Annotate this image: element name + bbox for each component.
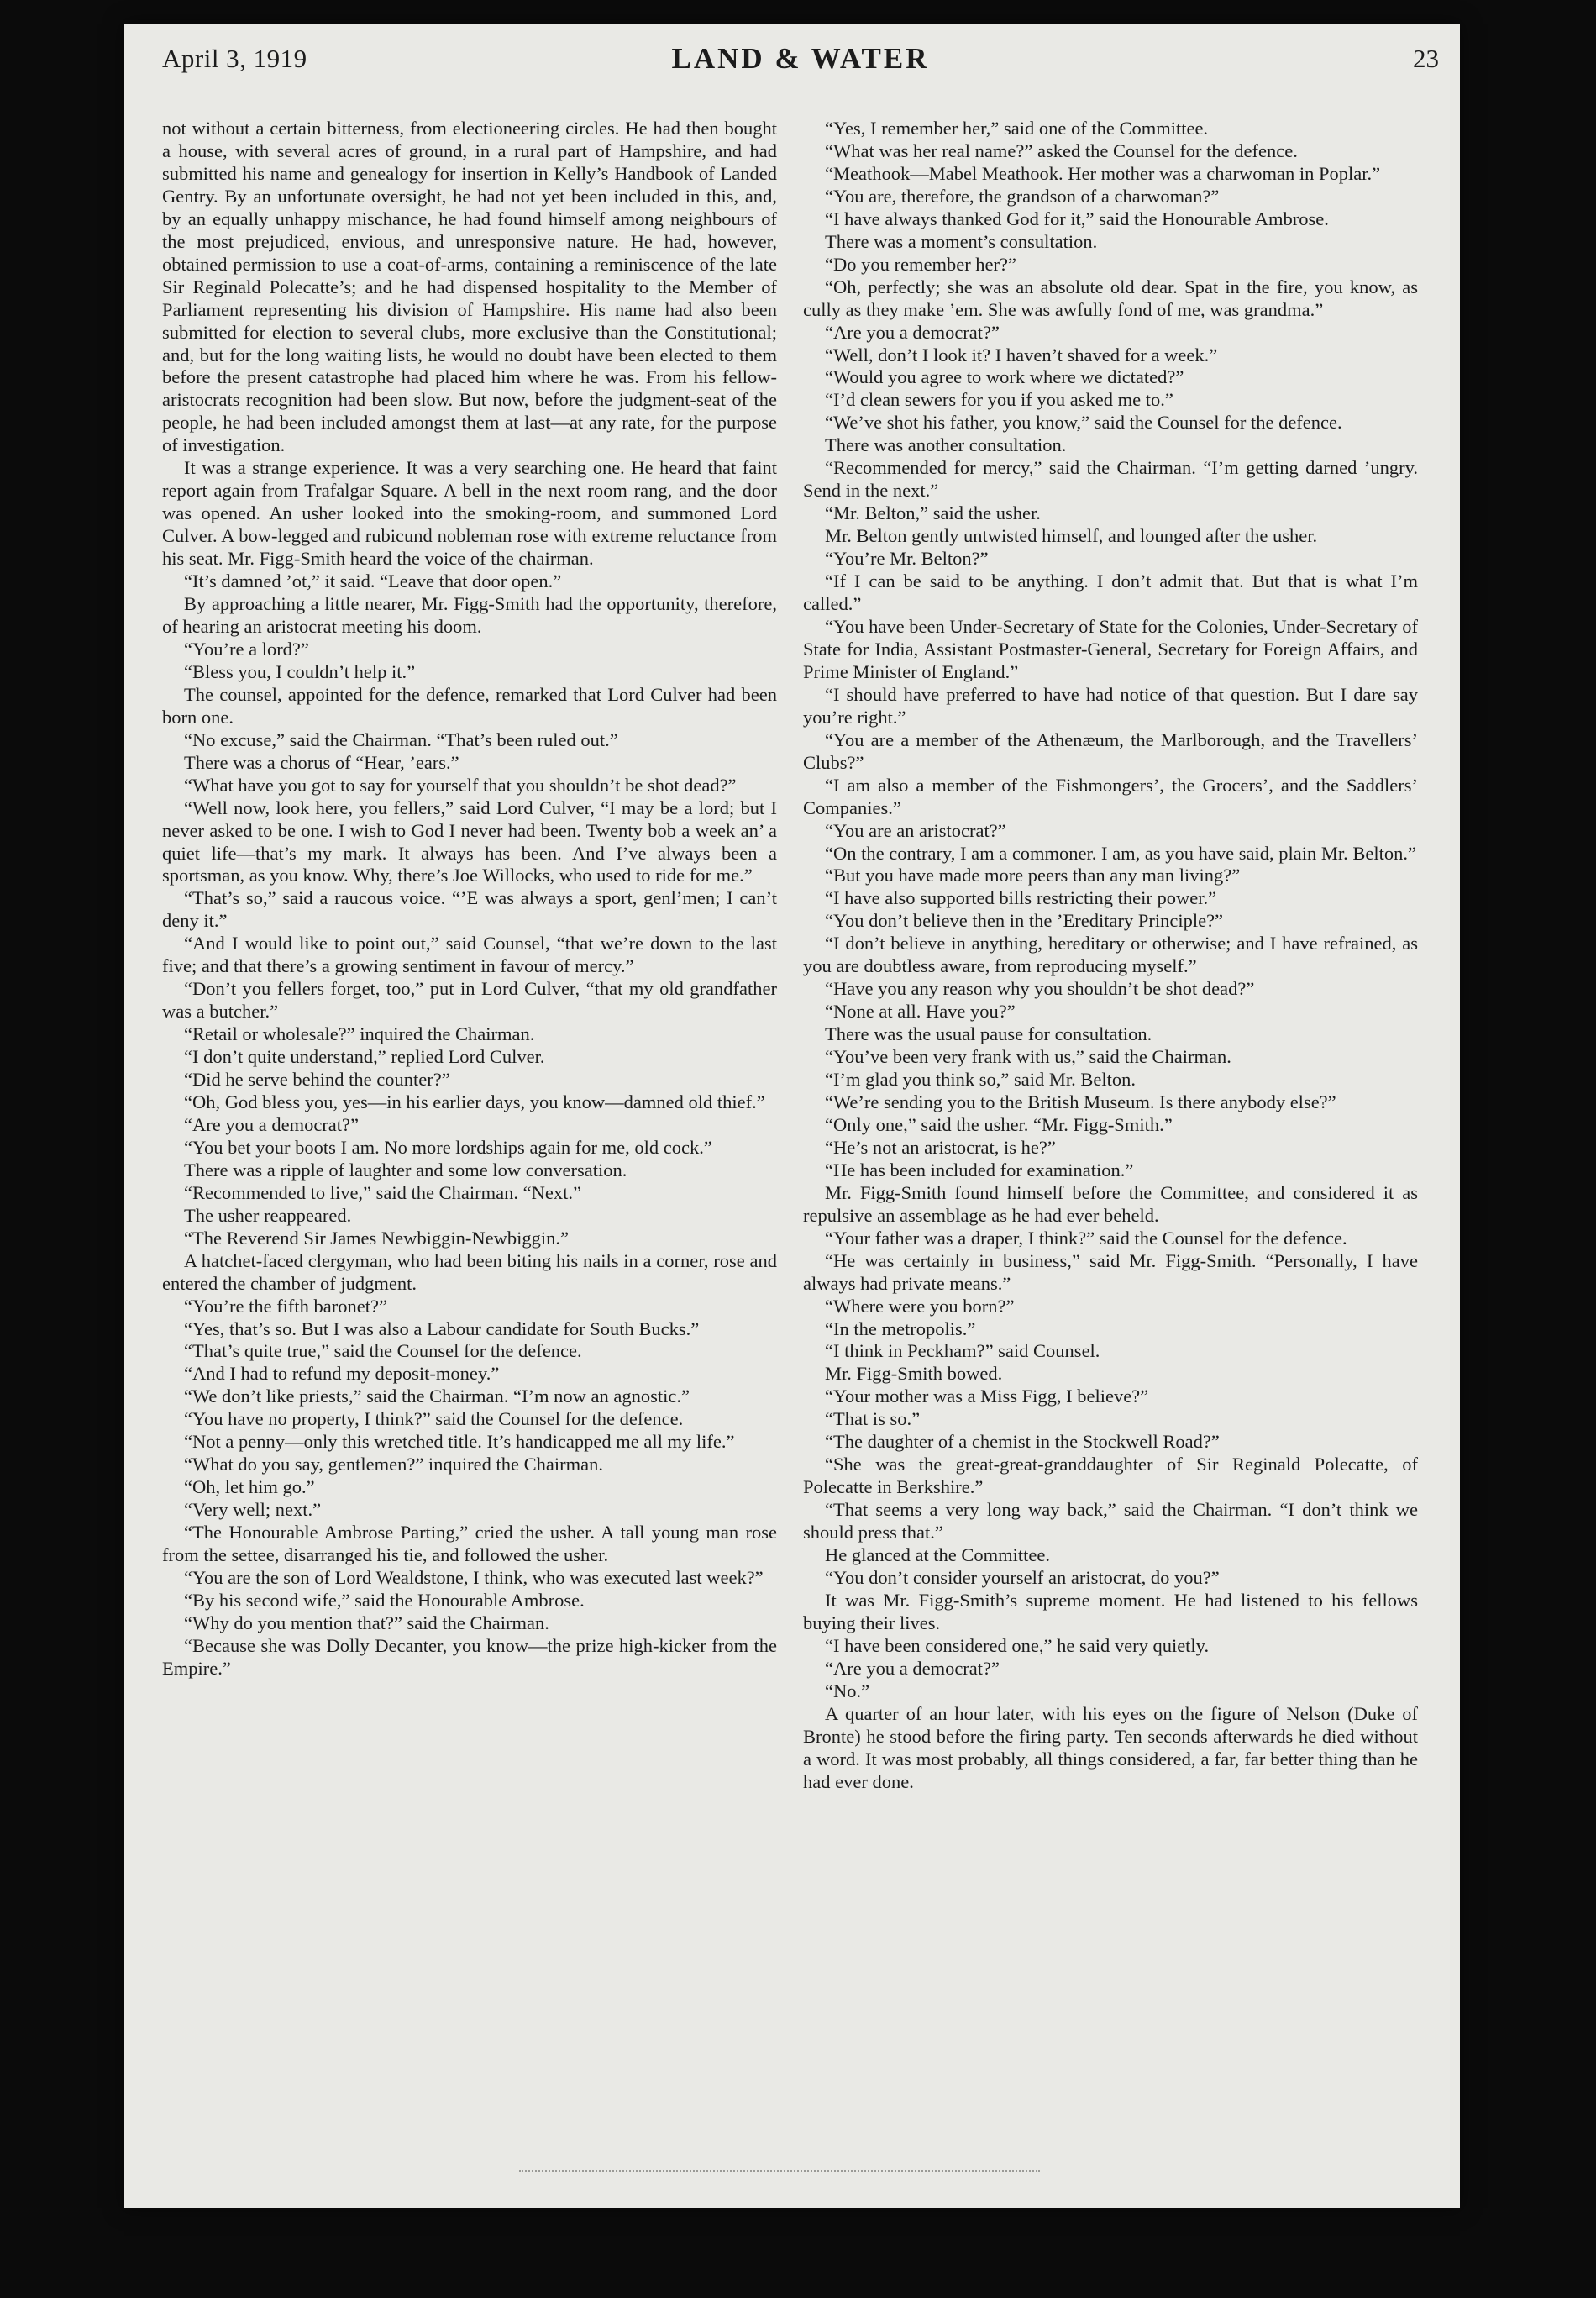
paragraph: “No excuse,” said the Chairman. “That’s been ruled out.” xyxy=(184,728,618,750)
paragraph: “The daughter of a chemist in the Stockwell Road?” xyxy=(825,1431,1220,1453)
paragraph: “You’ve been very frank with us,” said the Chairman. xyxy=(825,1046,1231,1068)
paragraph: “Do you remember her?” xyxy=(825,253,1017,275)
paragraph: “I think in Peckham?” said Counsel. xyxy=(825,1340,1100,1362)
paragraph: “You’re Mr. Belton?” xyxy=(825,548,989,570)
paragraph: “Yes, I remember her,” said one of the Committee. xyxy=(825,118,1209,139)
paragraph: “He was certainly in business,” said Mr. Figg-Smith. “Personally, I have always had private means.” xyxy=(803,1249,1418,1294)
paragraph: “What was her real name?” asked the Counsel for the defence. xyxy=(825,139,1298,161)
paragraph: “You don’t consider yourself an aristocrat, do you?” xyxy=(825,1567,1220,1588)
paragraph: “You’re a lord?” xyxy=(184,638,309,660)
masthead-title: LAND & WATER xyxy=(671,42,930,75)
paragraph: “Well, don’t I look it? I haven’t shaved for a week.” xyxy=(825,344,1218,365)
paragraph: “That is so.” xyxy=(825,1408,921,1430)
paragraph: The usher reappeared. xyxy=(184,1204,352,1226)
paragraph: “You are an aristocrat?” xyxy=(825,819,1006,841)
paragraph: “I don’t believe in anything, hereditary or otherwise; and I have refrained, as you are doubtless aware, from reproducing myself.” xyxy=(803,933,1418,977)
page-number: 23 xyxy=(1413,44,1439,73)
paragraph: “Well now, look here, you fellers,” said Lord Culver, “I may be a lord; but I never asked to be one. I wish to God I never had been. Twenty bob a week an’ a quiet life—that’s my mark. It always has been. And I’ve always been a sportsman, as you know. Why, there’s Joe Willocks, who used to ride for me.” xyxy=(162,797,777,886)
paragraph: The counsel, appointed for the defence, remarked that Lord Culver had been born one. xyxy=(162,683,777,728)
paragraph: “Don’t you fellers forget, too,” put in Lord Culver, “that my old grandfather was a butcher.” xyxy=(162,978,777,1023)
paragraph: “That seems a very long way back,” said the Chairman. “I don’t think we should press that.” xyxy=(803,1499,1418,1543)
paragraph: “But you have made more peers than any man living?” xyxy=(825,865,1241,886)
paragraph: “You have been Under-Secretary of State for the Colonies, Under-Secretary of State for India, Assistant Postmaster-General, Secretary for Foreign Affairs, and Prime Minister of England.” xyxy=(803,615,1418,682)
paragraph: “The Honourable Ambrose Parting,” cried the usher. A tall young man rose from the settee, disarranged his tie, and followed the usher. xyxy=(162,1522,777,1566)
paragraph: “The Reverend Sir James Newbiggin-Newbiggin.” xyxy=(184,1227,569,1249)
right-text-column xyxy=(803,118,1418,1794)
paragraph: “We’re sending you to the British Museum. Is there anybody else?” xyxy=(825,1091,1336,1112)
paragraph: “Are you a democrat?” xyxy=(825,321,1000,343)
paragraph: “And I had to refund my deposit-money.” xyxy=(184,1363,500,1385)
paragraph: A hatchet-faced clergyman, who had been biting his nails in a corner, rose and entered the chamber of judgment. xyxy=(162,1249,777,1294)
paragraph: “Only one,” said the usher. “Mr. Figg-Smith.” xyxy=(825,1113,1173,1135)
paragraph: “I am also a member of the Fishmongers’, the Grocers’, and the Saddlers’ Companies.” xyxy=(803,774,1418,818)
paragraph: “Your father was a draper, I think?” said the Counsel for the defence. xyxy=(825,1227,1347,1249)
paragraph: “And I would like to point out,” said Counsel, “that we’re down to the last five; and that there’s a growing sentiment in favour of mercy.” xyxy=(162,933,777,977)
paragraph: “She was the great-great-granddaughter of Sir Reginald Polecatte, of Polecatte in Berkshire.” xyxy=(803,1454,1418,1498)
paragraph: There was a ripple of laughter and some low conversation. xyxy=(184,1159,627,1181)
paragraph: “Because she was Dolly Decanter, you know—the prize high-kicker from the Empire.” xyxy=(162,1634,777,1679)
paragraph: “Recommended to live,” said the Chairman. “Next.” xyxy=(184,1181,581,1203)
paragraph: “Are you a democrat?” xyxy=(184,1113,360,1135)
paragraph: A quarter of an hour later, with his eyes on the figure of Nelson (Duke of Bronte) he stood before the firing party. Ten seconds afterwards he died without a word. It was most probably, all things considered, a far, far better thing than he had ever done. xyxy=(803,1702,1418,1792)
paragraph: “Very well; next.” xyxy=(184,1499,322,1521)
paragraph: “Have you any reason why you shouldn’t be shot dead?” xyxy=(825,978,1255,1000)
paragraph: “In the metropolis.” xyxy=(825,1317,976,1339)
paragraph: “He has been included for examination.” xyxy=(825,1159,1134,1181)
paragraph: Mr. Figg-Smith bowed. xyxy=(825,1363,1003,1385)
issue-date: April 3, 1919 xyxy=(162,44,307,73)
paragraph: “Did he serve behind the counter?” xyxy=(184,1069,450,1091)
paragraph: “Why do you mention that?” said the Chairman. xyxy=(184,1612,549,1633)
magazine-page xyxy=(124,24,1460,2208)
running-header xyxy=(162,39,1439,79)
paragraph: “Where were you born?” xyxy=(825,1295,1015,1317)
paragraph: It was a strange experience. It was a very searching one. He heard that faint report again from Trafalgar Square. A bell in the next room rang, and the door was opened. An usher looked into the smoking-room, and summoned Lord Culver. A bow-legged and rubicund nobleman rose with extreme reluctance from his seat. Mr. Figg-Smith heard the voice of the chairman. xyxy=(162,457,777,570)
paragraph: “Retail or wholesale?” inquired the Chairman. xyxy=(184,1023,535,1045)
paragraph: “What do you say, gentlemen?” inquired the Chairman. xyxy=(184,1454,603,1475)
paragraph: “I’d clean sewers for you if you asked me to.” xyxy=(825,389,1173,411)
paragraph: There was a moment’s consultation. xyxy=(825,230,1098,252)
paragraph: “Not a penny—only this wretched title. It’s handicapped me all my life.” xyxy=(184,1431,735,1453)
paragraph: “You don’t believe then in the ’Ereditary Principle?” xyxy=(825,910,1224,932)
paragraph: “I have been considered one,” he said very quietly. xyxy=(825,1634,1210,1656)
paragraph: “By his second wife,” said the Honourable Ambrose. xyxy=(184,1589,585,1611)
paragraph: “Your mother was a Miss Figg, I believe?” xyxy=(825,1386,1149,1407)
paragraph: “It’s damned ’ot,” it said. “Leave that door open.” xyxy=(184,571,562,592)
paragraph: “You’re the fifth baronet?” xyxy=(184,1295,387,1317)
paragraph: “I don’t quite understand,” replied Lord Culver. xyxy=(184,1046,545,1068)
paragraph: By approaching a little nearer, Mr. Figg-Smith had the opportunity, therefore, of hearing an aristocrat meeting his doom. xyxy=(162,593,777,637)
paragraph: Mr. Belton gently untwisted himself, and lounged after the usher. xyxy=(825,525,1318,547)
paragraph: “I have always thanked God for it,” said the Honourable Ambrose. xyxy=(825,208,1329,229)
paragraph: “None at all. Have you?” xyxy=(825,1001,1016,1023)
paragraph: It was Mr. Figg-Smith’s supreme moment. He had listened to his fellows buying their lives. xyxy=(803,1589,1418,1633)
paragraph: “I have also supported bills restricting their power.” xyxy=(825,887,1217,909)
paragraph: “No.” xyxy=(825,1680,870,1701)
paragraph: “Are you a democrat?” xyxy=(825,1657,1000,1679)
paragraph: “You have no property, I think?” said the Counsel for the defence. xyxy=(184,1408,684,1430)
left-text-column xyxy=(162,118,777,1680)
paragraph: There was another consultation. xyxy=(825,434,1067,456)
paragraph: “Mr. Belton,” said the usher. xyxy=(825,502,1041,524)
paragraph: “On the contrary, I am a commoner. I am, as you have said, plain Mr. Belton.” xyxy=(825,842,1416,864)
paragraph: He glanced at the Committee. xyxy=(825,1544,1051,1566)
paragraph: “You bet your boots I am. No more lordships again for me, old cock.” xyxy=(184,1136,712,1158)
paragraph: “Oh, God bless you, yes—in his earlier days, you know—damned old thief.” xyxy=(184,1091,765,1112)
paragraph: There was the usual pause for consultation. xyxy=(825,1023,1152,1045)
paragraph: “That’s so,” said a raucous voice. “’E was always a sport, genl’men; I can’t deny it.” xyxy=(162,887,777,932)
paragraph: “Recommended for mercy,” said the Chairman. “I’m getting darned ’ungry. Send in the next.” xyxy=(803,457,1418,502)
paragraph: not without a certain bitterness, from electioneering circles. He had then bought a house, with several acres of ground, in a rural part of Hampshire, and had submitted his name and genealogy for insertion in Kelly’s Handbook of Landed Gentry. By an unfortunate oversight, he had not yet been included in this, and, by an equally unhappy mischance, he had found himself among neighbours of the most prejudiced, envious, and unresponsive nature. He had, however, obtained permission to use a coat-of-arms, containing a reminiscence of the late Sir Reginald Polecatte’s; and he had dispensed hospitality to the Member of Parliament representing his division of Hampshire. His name had also been submitted for election to several clubs, more exclusive than the Constitutional; and, but for the long waiting lists, he would no doubt have been elected to them before the present catastrophe had placed him where he was. From his fellow-aristocrats recognition had been slow. But now, before the judgment-seat of the people, he had been included amongst them at last—at any rate, for the purpose of investigation. xyxy=(162,118,777,456)
paragraph: “I’m glad you think so,” said Mr. Belton. xyxy=(825,1069,1136,1091)
paragraph: “If I can be said to be anything. I don’t admit that. But that is what I’m called.” xyxy=(803,571,1418,615)
paragraph: “Meathook—Mabel Meathook. Her mother was a charwoman in Poplar.” xyxy=(825,162,1381,184)
paragraph: “Oh, let him go.” xyxy=(184,1476,315,1498)
paragraph: “Oh, perfectly; she was an absolute old dear. Spat in the fire, you know, as cully as they make ’em. She was awfully fond of me, was grandma.” xyxy=(803,276,1418,320)
paragraph: “You are, therefore, the grandson of a charwoman?” xyxy=(825,185,1220,207)
paragraph: “Bless you, I couldn’t help it.” xyxy=(184,660,416,682)
paragraph: “We’ve shot his father, you know,” said the Counsel for the defence. xyxy=(825,412,1342,434)
paragraph: “I should have preferred to have had notice of that question. But I dare say you’re right.” xyxy=(803,683,1418,728)
paragraph: There was a chorus of “Hear, ’ears.” xyxy=(184,751,459,773)
paragraph: Mr. Figg-Smith found himself before the Committee, and considered it as repulsive an assemblage as he had ever beheld. xyxy=(803,1181,1418,1226)
paragraph: “You are a member of the Athenæum, the Marlborough, and the Travellers’ Clubs?” xyxy=(803,728,1418,773)
paragraph: “You are the son of Lord Wealdstone, I think, who was executed last week?” xyxy=(184,1567,764,1588)
paragraph: “We don’t like priests,” said the Chairman. “I’m now an agnostic.” xyxy=(184,1386,690,1407)
closing-dotted-rule xyxy=(519,2170,1040,2172)
paragraph: “What have you got to say for yourself that you shouldn’t be shot dead?” xyxy=(184,774,737,796)
paragraph: “That’s quite true,” said the Counsel for the defence. xyxy=(184,1340,582,1362)
paragraph: “Yes, that’s so. But I was also a Labour candidate for South Bucks.” xyxy=(184,1317,700,1339)
paragraph: “He’s not an aristocrat, is he?” xyxy=(825,1136,1056,1158)
paragraph: “Would you agree to work where we dictated?” xyxy=(825,366,1184,388)
